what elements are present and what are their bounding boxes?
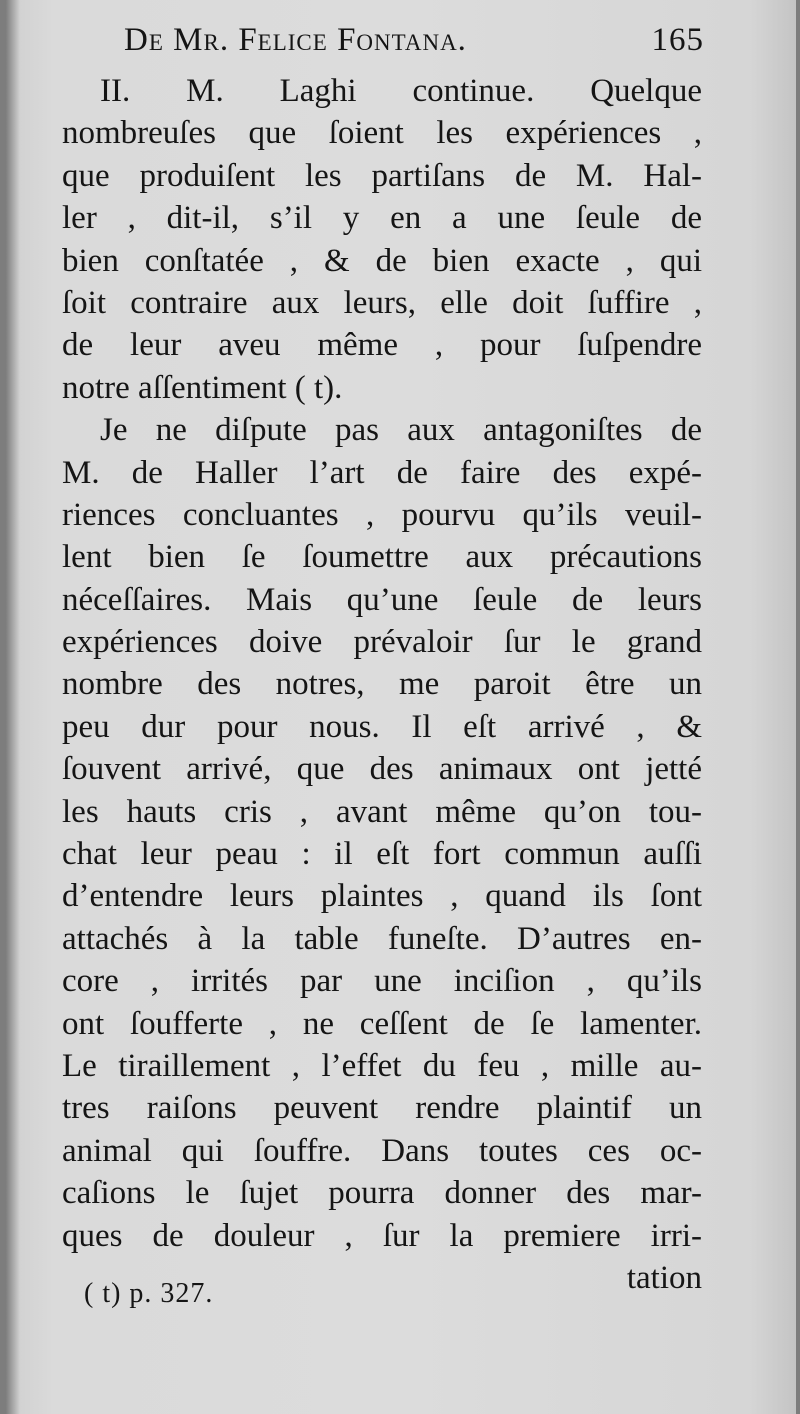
binding-shadow bbox=[6, 0, 20, 1414]
text-line: caſions le ſujet pourra donner des mar- bbox=[62, 1175, 702, 1212]
text-line: notre aſſentiment ( t). bbox=[62, 369, 343, 406]
book-page bbox=[6, 0, 796, 1414]
text-line: lent bien ſe ſoumettre aux précautions bbox=[62, 539, 702, 576]
text-line: ler , dit-il, s’il y en a une ſeule de bbox=[62, 200, 702, 237]
text-line: ſoit contraire aux leurs, elle doit ſuffire , bbox=[62, 284, 702, 321]
page-header bbox=[124, 12, 704, 72]
body-text bbox=[62, 70, 702, 1299]
text-line: néceſſaires. Mais qu’une ſeule de leurs bbox=[62, 581, 702, 618]
text-line: tres raiſons peuvent rendre plaintif un bbox=[62, 1090, 702, 1127]
text-line: Le tiraillement , l’effet du feu , mille au- bbox=[62, 1047, 702, 1084]
text-line: bien conſtatée , & de bien exacte , qui bbox=[62, 242, 702, 279]
text-line: animal qui ſouffre. Dans toutes ces oc- bbox=[62, 1132, 702, 1169]
text-line: expériences doive prévaloir ſur le grand bbox=[62, 624, 702, 661]
text-line: ont ſoufferte , ne ceſſent de ſe lamenter. bbox=[62, 1005, 702, 1042]
text-line: attachés à la table funeſte. D’autres en- bbox=[62, 920, 702, 957]
text-line: nombreuſes que ſoient les expériences , bbox=[62, 115, 702, 152]
text-line: que produiſent les partiſans de M. Hal- bbox=[62, 157, 702, 194]
text-line: Je ne diſpute pas aux antagoniſtes de bbox=[100, 412, 702, 449]
footnote: ( t) p. 327. bbox=[84, 1278, 214, 1309]
text-line: d’entendre leurs plaintes , quand ils ſont bbox=[62, 878, 702, 915]
text-line: ſouvent arrivé, que des animaux ont jetté bbox=[62, 751, 702, 788]
text-line: les hauts cris , avant même qu’on tou- bbox=[62, 793, 702, 830]
text-line: ques de douleur , ſur la premiere irri- bbox=[62, 1217, 702, 1254]
text-line: riences concluantes , pourvu qu’ils veuil- bbox=[62, 496, 702, 533]
page-number: 165 bbox=[651, 22, 704, 58]
catchword: tation bbox=[626, 1259, 702, 1296]
text-line: core , irrités par une inciſion , qu’ils bbox=[62, 963, 702, 1000]
text-line: II. M. Laghi continue. Quelque bbox=[100, 73, 702, 109]
text-line: M. de Haller l’art de faire des expé- bbox=[62, 454, 702, 491]
running-title: De Mr. Felice Fontana. bbox=[124, 22, 467, 58]
text-line: chat leur peau : il eſt fort commun auſſi bbox=[62, 836, 702, 873]
text-line: nombre des notres, me paroit être un bbox=[62, 666, 702, 703]
text-line: de leur aveu même , pour ſuſpendre bbox=[62, 327, 702, 364]
text-line: peu dur pour nous. Il eſt arrivé , & bbox=[62, 708, 702, 745]
